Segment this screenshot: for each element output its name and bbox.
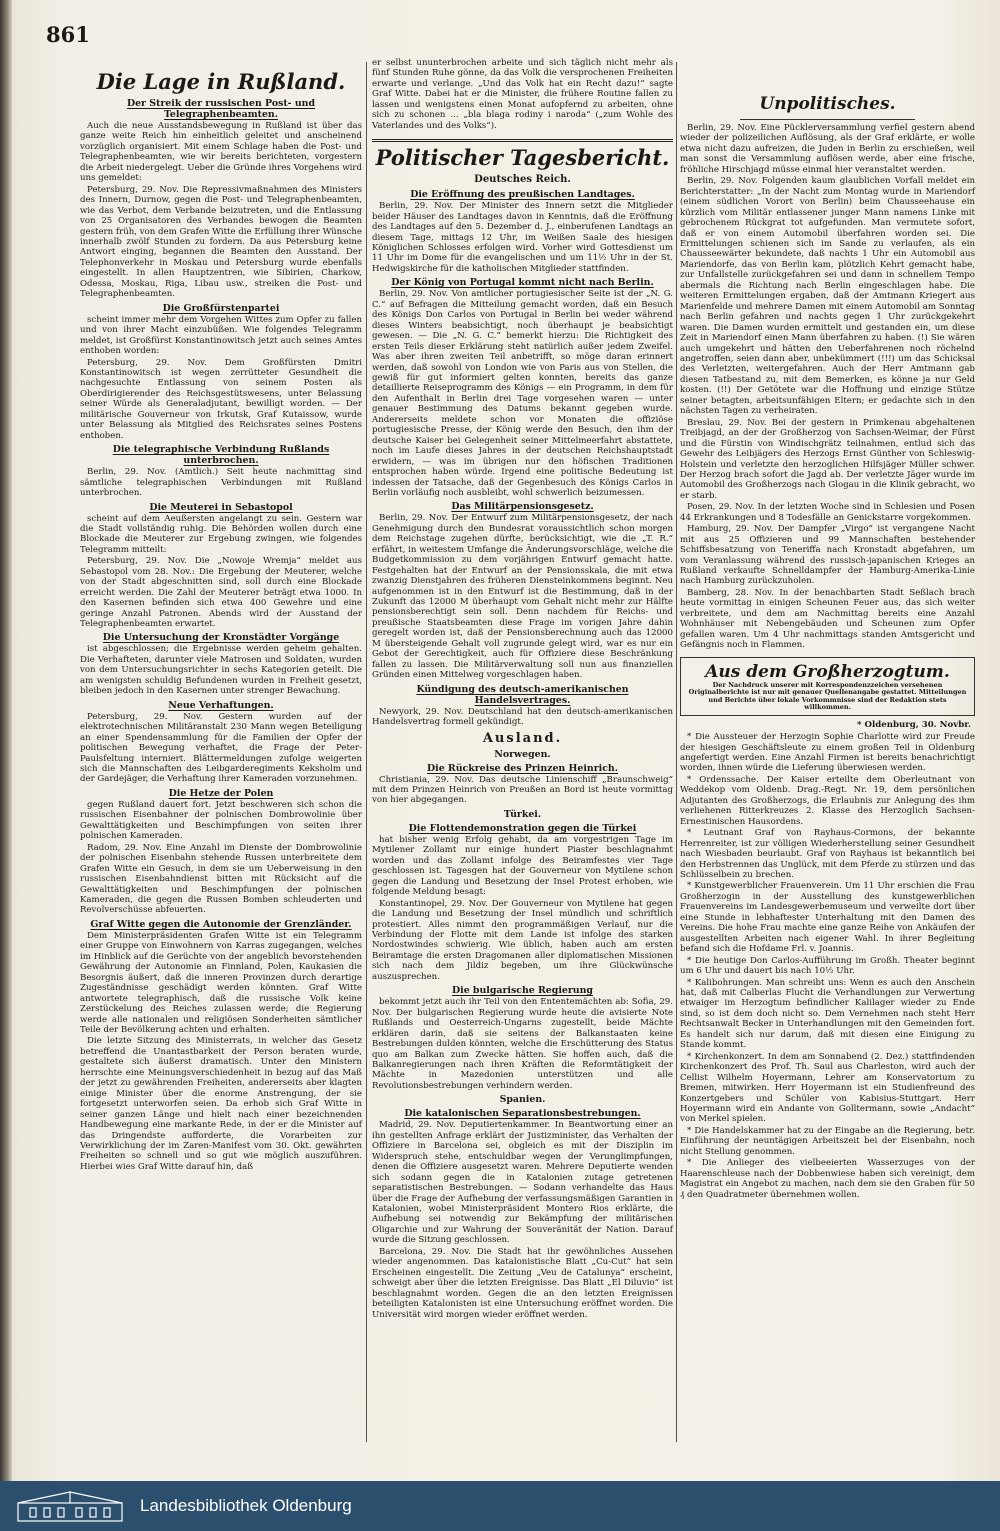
section-divider — [372, 139, 673, 142]
paragraph: Konstantinopel, 29. Nov. Der Gouverneur von Mytilene hat gegen die Landung und Besetzung der Insel mündlich und schriftlich protestiert. Alles nimmt den programmäßigen Verlauf, nur die Verbindung der Flotte mit dem Lande ist infolge des starken Nordostwindes schwierig. Wie üblich, haben auch am ersten Beiramtage die ersten Dragomanen aller diplomatischen Missionen sich nach dem Jildiz begeben, um ihre Glückwünsche auszusprechen. — [372, 898, 673, 982]
subheading: Die Untersuchung der Kronstädter Vorgänge — [102, 632, 340, 644]
subheading: Die Großfürstenpartei — [162, 302, 280, 314]
paragraph: Bamberg, 28. Nov. In der benachbarten Stadt Seßlach brach heute vormittag in einigen Scheunen Feuer aus, das sich weiter verbreitete, und dem am Nachmittag bereits eine Anzahl Wohnhäuser mit Nebengebäuden und Scheunen zum Opfer gefallen waren. Um 4 Uhr nachmittags standen Amtsgericht und Gefängnis noch in Flammen. — [680, 587, 975, 651]
paragraph: Barcelona, 29. Nov. Die Stadt hat ihr gewöhnliches Aussehen wieder angenommen. Das katalonistische Blatt „Cu-Cut“ hat sein Erscheinen eingestellt. Die Zeitung „Veu de Catalunya“ erscheint, schweigt aber über die letzten Ereignisse. Das Blatt „El Diluvio“ ist beschlagnahmt worden. Gegen die an den letzten Ereignissen beteiligten Katalonisten ist eine Untersuchung eröffnet worden. Die Universität wird morgen wieder eröffnet werden. — [372, 1246, 673, 1320]
column-3 — [680, 58, 975, 1201]
paragraph: Berlin, 29. Nov. Eine Pücklerversammlung verfiel gestern abend wieder der polizeilichen Auflösung, als der Graf erklärte, er wolle etwa nicht dazu aufreizen, die Juden in Berlin zu erschießen, weil man sonst die Versammlung auflösen werde, aber eine frische, fröhliche Hirschjagd müsse einmal hier veranstaltet werden. — [680, 123, 975, 175]
subheading: Das Militärpensionsgesetz. — [451, 501, 594, 513]
paragraph: Berlin, 29. Nov. Von amtlicher portugiesischer Seite ist der „N. G. C.“ auf Befragen die Mitteilung gemacht worden, daß ein Besuch des Königs Don Carlos von Portugal in Berlin bei weder während dieses Winters beabsichtigt, noch überhaupt je beabsichtigt gewesen. — Die „N. G. C.“ bemerkt hierzu: Die Richtigkeit des ersten Teils dieser Erklärung steht natürlich außer jedem Zweifel. Was aber ihren zweiten Teil anbetrifft, so möge daran erinnert werden, daß sowohl von London wie von Paris aus von Stellen, die gewiß für gut informiert gelten konnten, bereits das ganze detaillierte Reiseprogramm des Königs — ein Programm, in dem für den Aufenthalt in Berlin drei Tage vorgesehen waren — unter genauer Bestimmung des Datums bekannt gegeben wurde. Andererseits meldete schon vor Monaten die offiziöse portugiesische Presse, der König werde den Besuch, den ihm der deutsche Kaiser bei Gelegenheit seiner Mittelmeerfahrt abstattete, noch im Laufe dieses Jahres in der deutschen Reichshauptstadt erwidern, — was im übrigen nur den höfischen Traditionen entsprochen haben würde. Irgend eine politische Bedeutung ist indessen der Tatsache, daß der Gegenbesuch des Königs Carlos in Berlin vorläufig noch ausbleibt, wohl schwerlich beizumessen. — [372, 289, 673, 498]
section-heading: Ausland. — [482, 730, 563, 746]
section-divider — [740, 119, 915, 120]
article-title: Die Lage in Rußland. — [96, 69, 346, 94]
paragraph: Berlin, 29. Nov. (Amtlich.) Seit heute nachmittag sind sämtliche telegraphischen Verbindungen mit Rußland unterbrochen. — [80, 467, 362, 499]
paragraph: Breslau, 29. Nov. Bei der gestern in Primkenau abgehaltenen Treibjagd, an der der Großherzog von Sachsen-Weimar, der Fürst und die Fürstin von Windischgrätz teilnahmen, entlud sich das Gewehr des Leibjägers des Herzogs Ernst Günther von Schleswig-Holstein und verletzte den herzoglichen Hilfsjäger Müller schwer. Der Herzog brach sofort die Jagd ab. Der verletzte Jäger wurde im Automobil des Großherzogs nach Glogau in die Klinik gebracht, wo er starb. — [680, 417, 975, 501]
section-title: Unpolitisches. — [759, 94, 896, 114]
subheading: Graf Witte gegen die Autonomie der Grenzländer. — [90, 918, 352, 930]
subheading: Die katalonischen Separationsbestrebungen. — [404, 1108, 641, 1120]
paragraph: er selbst ununterbrochen arbeite und sich täglich nicht mehr als fünf Stunden Ruhe gönne, da das Volk die versprochenen Freiheiten erwarte und verlange. „Und das Volk hat ein Recht dazu!“ sagte Graf Witte. Dabei hat er die Minister, die frühere Routine fallen zu lassen und wenigstens einen Monat aufopfernd zu arbeiten, ohne sich zu schonen ... „bla blaga rodiny i naroda“ („zum Wohle des Vaterlandes und des Volks“). — [372, 58, 673, 131]
country-heading: Türkei. — [503, 808, 542, 820]
subheading: Kündigung des deutsch-amerikanischen Handelsvertrages. — [416, 683, 629, 706]
paragraph: Berlin, 29. Nov. Der Minister des Innern setzt die Mitglieder beider Häuser des Landtages davon in Kenntnis, daß die Eröffnung des Landtages auf den 5. Dezember d. J., einberufenen Landtags an diesem Tage, mittags 12 Uhr, im Weißen Saale des hiesigen Königlichen Schlosses erfolgen wird. Vorher wird Gottesdienst um 11 Uhr im Dome für die evangelischen und um 11½ Uhr in der St. Hedwigskirche für die katholischen Mitglieder stattfinden. — [372, 201, 673, 274]
paragraph: Petersburg, 29. Nov. Gestern wurden auf der elektrotechnischen Militäranstalt 230 Mann wegen Beteiligung an einer Spendensammlung für die Familien der Opfer der politischen Bewegung verhaftet, die Frage der Peter-Paulsfeltung interniert. Blättermeldungen zufolge weigerten sich die Mannschaften des Leibgarderegiments Keksholm und der Gardejäger, die Verhaftung ihrer Kameraden vorzunehmen. — [80, 711, 362, 785]
paragraph: Petersburg, 29. Nov. Dem Großfürsten Dmitri Konstantinowitsch ist wegen zerrütteter Gesundheit die nachgesuchte Entlassung von seinem Posten als Oberdirigierender des Reichsgestütswesens, unter Belassung seiner Würde als Generaladjutant, bewilligt worden. — Der militärische Gouverneur von Irkutsk, Graf Kutaissow, wurde unter Belassung als Mitglied des Reichsrates seines Postens enthoben. — [80, 357, 362, 441]
paragraph: * Kalibohrungen. Man schreibt uns: Wenn es auch den Anschein hat, daß mit Calberlas Flucht die Verhandlungen zur Verwertung etwaiger im Herzogtum befindlicher Kalilager wieder zu Ende sind, so ist dem doch nicht so. Dem Vernehmen nach steht Herr Rechtsanwalt Becker in Unterhandlungen mit den Gemeinden fort. Es handelt sich nur darum, daß mit diesen eine Einigung zu Stande kommt. — [680, 977, 975, 1051]
column-2 — [372, 58, 673, 1321]
subheading: Die bulgarische Regierung — [452, 985, 593, 997]
paragraph: Berlin, 29. Nov. Folgenden kaum glaublichen Vorfall meldet ein Berichterstatter: „In der Nacht zum Montag wurde in Mariendorf (einem südlichen Vorort von Berlin) beim Chausseehause ein kürzlich vom Militär entlassener junger Mann namens Linke mit gebrochenem Rückgrat tot aufgefunden. Man vermutete sofort, daß er von einem Automobil überfahren worden sei. Die Ermittelungen schienen sich im Sande zu verlaufen, als ein Chausseewärter bekundete, daß nachts 1 Uhr ein Automobil aus Mariendorfe, das von Berlin kam, plötzlich Kehrt gemacht habe, zur Unfallstelle zurückgefahren sei und dann in schnellem Tempo abermals die Richtung nach Berlin eingeschlagen habe. Die weiteren Ermittelungen ergaben, daß der Amtmann Kriegert aus Marienfelde und mehrere Damen mit einem Automobil am Sonntag nach Berlin gefahren und nachts gegen 1 Uhr zurückgekehrt waren. Die Damen wurden ermittelt und gestanden ein, um diese Zeit in Mariendorf einen Mann überfahren zu haben. (!) Sie wären auch umgekehrt und hätten den Ueberfahrenen noch röchelnd angetroffen, seien dann aber, unbekümmert (!!!) um das Schicksal des Verletzten, weitergefahren. Auch der Herr Amtmann gab diesen Tatbestand zu, mit dem Bemerken, es könne ja nur Geld kosten. (!!) Der Getötete war die Hoffnung und einzige Stütze seiner betagten, arbeitsunfähigen Eltern; er gedachte sich in den nächsten Tagen zu verheiraten. — [680, 176, 975, 417]
regional-section-header — [680, 657, 975, 716]
page-binding-edge — [0, 0, 12, 1481]
paragraph: Berlin, 29. Nov. Der Entwurf zum Militärpensionsgesetz, der nach Genehmigung durch den Bundesrat voraussichtlich schon morgen dem Reichstage zugehen dürfte, berücksichtigt, wie die „T. R.“ erfährt, in weitestem Umfange die Änderungsvorschläge, welche die Budgetkommission zu dem vorjährigen Entwurf gemacht hatte. Festgehalten hat der Entwurf an der Pensionsskala, die mit etwa zwanzig Dienstjahren des früheren Diensteinkommens beginnt. Neu aufgenommen ist in den Entwurf ist die Bestimmung, daß in der Zukunft das 12000 M überhaupt vom Gehalt nicht mehr zur Hälfte pensionsberechtigt sein soll. Denn nachdem für Reichs- und preußische Staatsbeamten diese Frage im vorigen Jahre dahin geregelt worden ist, daß der Pensionsberechnung auch das 12000 M übersteigende Gehalt voll zugrunde gelegt wird, war es nur ein Gebot der Gerechtigkeit, auch für Offiziere diese Beschränkung fallen zu lassen. Die Militärverwaltung soll nun aus finanziellen Gründen einen Mittelweg vorgeschlagen haben. — [372, 513, 673, 681]
paragraph: Petersburg, 29. Nov. Die Repressivmaßnahmen des Ministers des Innern, Durnow, gegen die Post- und Telegraphenbeamten, wie das Verbot, dem Verbande beizutreten, und die Entlassung von 25 Organisatoren des Verbandes bewogen die Beamten gestern früh, von dem Grafen Witte die Erfüllung ihrer Wünsche innerhalb zwölf Stunden zu fordern. Da aus Petersburg keine Antwort einging, begannen die Beamten den Ausstand. Der Telephonverkehr in Moskau und Petersburg wurde ebenfalls eingestellt. In allen Hauptzentren, wie Sibirien, Charkow, Odessa, Moskau, Riga, Libau usw., streiken die Post- und Telegraphenbeamten. — [80, 184, 362, 300]
paragraph: Dem Ministerpräsidenten Grafen Witte ist ein Telegramm einer Gruppe von Einwohnern von Karras zugegangen, welches im Hinblick auf die Gerüchte von der angeblich bevorstehenden Gewährung der Autonomie an Finnland, Polen, Kaukasien die Besorgnis äußert, daß die inneren Provinzen durch derartige Zugeständnisse geschädigt werden könnten. Graf Witte antwortete telegraphisch, daß die russische Volk keine Zerstückelung des Reiches zulassen werde; die Regierung werde alle nationalen und religiösen Sonderheiten sämtlicher Teile der Bevölkerung achten und erhalten. — [80, 930, 362, 1035]
paragraph: * Ordenssache. Der Kaiser erteilte dem Oberleutnant von Weddekop vom Oldenb. Drag.-Regt. Nr. 19, dem persönlichen Adjutanten des Großherzogs, die Erlaubnis zur Anlegung des ihm verliehenen Ritterkreuzes 2. Klasse des Herzoglich Sachsen-Ernestinischen Hausordens. — [680, 774, 975, 827]
section-title: Aus dem Großherzogtum. — [705, 661, 950, 682]
country-heading: Norwegen. — [494, 748, 551, 760]
paragraph: * Die Handelskammer hat zu der Eingabe an die Regierung, betr. Einführung der neuntägigen Arbeitszeit bei der Eisenbahn, noch nicht Stellung genommen. — [680, 1125, 975, 1157]
paragraph: Hamburg, 29. Nov. Der Dampfer „Virgo“ ist vergangene Nacht mit aus 25 Offizieren und 99 Mannschaften bestehender Schiffsbesatzung von Teneriffa nach Kronstadt abgefahren, um vom Veranlassung während des russisch-japanischen Krieges an Rußland verkaufte Schnelldampfer der Hamburg-Amerika-Linie nach Hamburg zurückzuholen. — [680, 524, 975, 587]
column-rule — [366, 62, 367, 1442]
paragraph: Auch die neue Ausstandsbewegung in Rußland ist über das ganze weite Reich hin einheitlich geleitet und anscheinend vorzüglich organisiert. Mit einem Schlage haben die Post- und Telegraphenbeamten, wie wir bereits berichteten, vorgestern die Arbeit niedergelegt. Ueber die Gründe ihres Vorgehens wird uns gemeldet: — [80, 121, 362, 184]
paragraph: Christiania, 29. Nov. Das deutsche Linienschiff „Braunschweig“ mit dem Prinzen Heinrich von Preußen an Bord ist heute vormittag von hier abgegangen. — [372, 774, 673, 806]
paragraph: scheint immer mehr dem Vorgehen Wittes zum Opfer zu fallen und von ihrer Macht einzubüßen. Wie folgendes Telegramm meldet, ist Großfürst Konstantinowitsch jetzt auch seines Amtes enthoben worden: — [80, 314, 362, 357]
paragraph: * Kirchenkonzert. In dem am Sonnabend (2. Dez.) stattfindenden Kirchenkonzert des Prof. Th. Saul aus Charleston, wird auch der Cellist Wilhelm Hoyermann, Lehrer am Konservatorium zu Bremen, mitwirken. Herr Hoyermann ist ein Studienfreund des Konzertgebers und Schüler von Kabisius-Stuttgart. Herr Hoyermann wird ein Andante von Golltermann, sowie „Andacht“ von Merkel spielen. — [680, 1051, 975, 1125]
subheading: Die Eröffnung des preußischen Landtages. — [410, 189, 635, 201]
subheading: Der Streik der russischen Post- und Telegraphenbeamten. — [126, 98, 316, 120]
paragraph: * Leutnant Graf von Rayhaus-Cormons, der bekannte Herrenreiter, ist zur völligen Wiederherstellung seiner Gesundheit nach Wiesbaden beurlaubt. Graf von Rayhaus ist bekanntlich bei den Herbstrennen das Unglück, mit dem Pferde zu stürzen und das Schlüsselbein zu brechen. — [680, 828, 975, 880]
paragraph: Radom, 29. Nov. Eine Anzahl im Dienste der Dombrowolinie der polnischen Eisenbahn stehende Russen unterbreitete dem Grafen Witte ein Gesuch, in dem sie um Ueberweisung in den russischen Eisenbahndienst bitten mit Rücksicht auf die Gewalttätigkeiten und Beschimpfungen der polnischen Kameraden, die gegen die Russen Bomben schleuderten und Revolverschüsse abfeuerten. — [80, 842, 362, 916]
column-1 — [80, 58, 362, 1173]
library-footer-bar — [0, 1481, 1000, 1531]
library-name: Landesbibliothek Oldenburg — [140, 1496, 352, 1515]
paragraph: hat bisher wenig Erfolg gehabt, da am vorgestrigen Tage im Mytilener Zollamt nur einige hundert Piaster beschlagnahmt worden und das Zollamt infolge des Beiramfestes vier Tage geschlossen ist. Tagesgen hat der Gouverneur von Mytilene schon gegen die Landung und Besetzung der Insel Protest erhoben, wie folgende Meldung besagt: — [372, 834, 673, 898]
library-building-icon — [14, 1489, 126, 1523]
subheading: Die Meuterei in Sebastopol — [149, 501, 293, 513]
paragraph: Madrid, 29. Nov. Deputiertenkammer. In Beantwortung einer an ihn gestellten Anfrage erklärt der Justizminister, das Verhalten der Offiziere in Barcelona sei, obgleich es mit der Disziplin im Widerspruch stehe, entschuldbar wegen der Verunglimpfungen, denen die Offiziere ausgesetzt waren. Mehrere Deputierte wenden sich sodann gegen die in Katalonien zutage getretenen separatistischen Bestrebungen. — Sodann verhandelte das Haus über die Frage der Aufhebung der verfassungsmäßigen Garantien in Katalonien, wobei Ministerpräsident Montero Rios erklärte, die Aufhebung sei notwendig zur Bekämpfung der militärischen Oligarchie und zur Wahrung der Souveränität der Nation. Darauf wurde die Sitzung geschlossen. — [372, 1120, 673, 1246]
subheading: Der König von Portugal kommt nicht nach Berlin. — [391, 277, 654, 289]
paragraph: * Kunstgewerblicher Frauenverein. Um 11 Uhr erschien die Frau Großherzogin in der Ausstellung des kunstgewerblichen Frauenvereins im Landesgewerbemuseum und verweilte dort über eine Stunde in lebhaftester Unterhaltung mit den Damen des Vereins. Die hohe Frau machte eine ganze Reihe von Ankäufen der ausgestellten Arbeiten nach eigener Wahl. In ihrer Begleitung befand sich die Hofdame Frl. v. Joannis. — [680, 881, 975, 955]
paragraph: * Die Anlieger des vielbeeierten Wasserzuges von der Haarenschleuse nach der Dobbenwiese haben sich vereinigt, dem Magistrat ein Angebot zu machen, nach dem sie den Graben für 50 ₰ den Quadratmeter übernehmen wollen. — [680, 1158, 975, 1200]
subheading: Die telegraphische Verbindung Rußlands unterbrochen. — [112, 444, 330, 467]
paragraph: Die letzte Sitzung des Ministerrats, in welcher das Gesetz betreffend die Unantastbarkeit der Person beraten wurde, gestaltete sich äußerst dramatisch. Unter den Ministern herrschte eine Meinungsverschiedenheit in bezug auf das Maß der jetzt zu gewährenden Freiheiten, andererseits aber klagten einige Minister über die enorme Anstrengung, der sie fortgesetzt unterworfen seien. Da erhob sich Graf Witte in seiner ganzen Länge und hielt nach einer bezeichnenden Handbewegung eine markante Rede, in der er die Minister auf das Dringendste aufforderte, die Vorarbeiten zur Verwirklichung der im Zaren-Manifest vom 30. Okt. gewährten Freiheiten so schnell und so gut wie möglich auszuführen. Hierbei wies Graf Witte darauf hin, daß — [80, 1036, 362, 1172]
paragraph: gegen Rußland dauert fort. Jetzt beschweren sich schon die russischen Eisenbahner der polnischen Dombrowolinie über Gewalttätigkeiten und Beschimpfungen von seiten ihrer polnischen Kameraden. — [80, 799, 362, 842]
paragraph: * Die Aussteuer der Herzogin Sophie Charlotte wird zur Freude der hiesigen Geschäftsleute zu einem großen Teil in Oldenburg angefertigt werden. Eine Anzahl Firmen ist bereits benachrichtigt worden, ihnen würde die Lieferung überwiesen werden. — [680, 732, 975, 774]
subheading: Die Rückreise des Prinzen Heinrich. — [427, 762, 618, 774]
country-heading: Spanien. — [499, 1094, 546, 1106]
paragraph: Newyork, 29. Nov. Deutschland hat den deutsch-amerikanischen Handelsvertrag formell gekündigt. — [372, 706, 673, 728]
paragraph: Petersburg, 29. Nov. Die „Nowoje Wremja“ meldet aus Sebastopol vom 28. Nov.: Die Ergebung der Meuterer, welche von der Stadt abgeschnitten sind, soll durch eine Blockade erreicht werden. Die Zahl der Meuterer beträgt etwa 1000. In den Kasernen befinden sich etwa 400 Gewehre und eine geringe Anzahl Patronen. Abends wird der Ausstand der Telegraphenbeamten erwartet. — [80, 556, 362, 630]
subheading: Die Flottendemonstration gegen die Türkei — [408, 822, 637, 834]
section-heading: Deutsches Reich. — [474, 174, 571, 186]
section-title: Politischer Tagesbericht. — [375, 145, 670, 171]
dateline: * Oldenburg, 30. Novbr. — [856, 719, 971, 730]
paragraph: bekommt jetzt auch ihr Teil von den Ententemächten ab: Sofia, 29. Nov. Der bulgarischen Regierung wurde heute die avisierte Note Rußlands und Oesterreich-Ungarns zugestellt, beide Mächte erklären darin, daß sie seitens der Balkanstaaten keine Bestrebungen dulden könnten, welche die Erschütterung des Status quo am Balkan zum Zwecke hätten. Sie hoffen auch, daß die Balkanregierungen nach ihren Kräften die Reformtätigkeit der Mächte in Mazedonien unterstützen und alle Revolutionsbestrebungen verhindern werden. — [372, 997, 673, 1091]
paragraph: ist abgeschlossen; die Ergebnisse werden geheim gehalten. Die Verhafteten, darunter viele Matrosen und Soldaten, wurden von dem Untersuchungsrichter in sechs Kategorien geteilt. Die am wenigsten schuldig Befundenen wurden in Freiheit gesetzt, bleiben jedoch in den Kasernen unter strenger Bewachung. — [80, 644, 362, 697]
page-number: 861 — [46, 22, 90, 47]
subheading: Die Hetze der Polen — [168, 787, 274, 799]
paragraph: Posen, 29. Nov. In der letzten Woche sind in Schlesien und Posen 44 Erkrankungen und 8 Todesfälle an Genickstarre vorgekommen. — [680, 502, 975, 523]
paragraph: * Die heutige Don Carlos-Aufführung im Großh. Theater beginnt um 6 Uhr und dauert bis nach 10½ Uhr. — [680, 955, 975, 977]
reprint-notice: Der Nachdruck unserer mit Korrespondenzzeichen versehenen Originalberichte ist nur mit genauer Quellenangabe gestattet. Mitteilungen und Berichte über lokale Vorkommnisse sind der Redaktion stets willkommen. — [688, 680, 967, 712]
subheading: Neue Verhaftungen. — [168, 699, 274, 711]
paragraph: scheint auf dem Aeußersten angelangt zu sein. Gestern war die Stadt vollständig ruhig. Die Behörden wollen durch eine Blockade die Meuterer zur Ergebung zwingen, wie folgendes Telegramm mitteilt: — [80, 513, 362, 555]
column-rule — [676, 62, 677, 1442]
